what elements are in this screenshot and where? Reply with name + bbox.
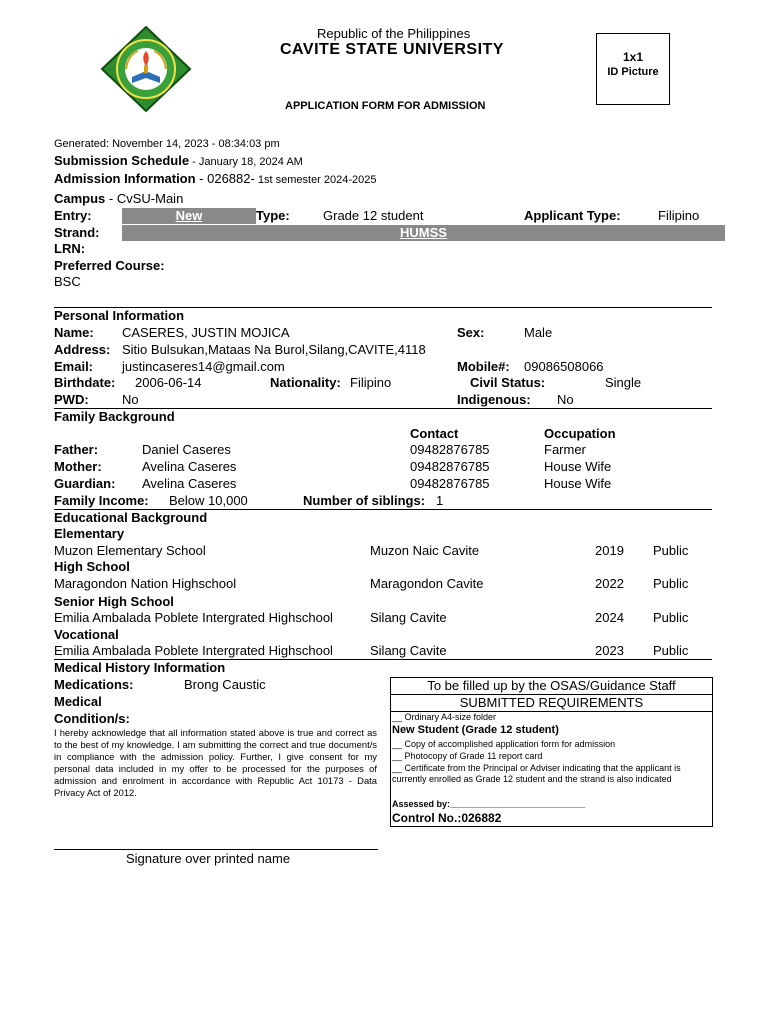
- form-title: APPLICATION FORM FOR ADMISSION: [285, 100, 486, 112]
- lrn-label: LRN:: [54, 241, 86, 256]
- type-value: Grade 12 student: [323, 208, 424, 223]
- family-member-contact: 09482876785: [410, 459, 490, 474]
- nationality-label: Nationality:: [270, 375, 341, 390]
- university-logo: [100, 25, 192, 113]
- osas-header: To be filled up by the OSAS/Guidance Staff: [427, 678, 676, 693]
- family-relation-label: Father:: [54, 442, 99, 457]
- personal-section-title: Personal Information: [54, 308, 185, 323]
- indigenous-label: Indigenous:: [457, 392, 531, 407]
- school-type: Public: [653, 610, 689, 625]
- education-level: Vocational: [54, 627, 119, 642]
- strand-label: Strand:: [54, 225, 100, 240]
- school-type: Public: [653, 543, 689, 558]
- mobile-value: 09086508066: [524, 359, 604, 374]
- birthdate-label: Birthdate:: [54, 375, 116, 390]
- graduation-year: 2023: [595, 643, 624, 658]
- medications-value: Brong Caustic: [184, 677, 266, 692]
- education-level: High School: [54, 559, 130, 574]
- nationality-value: Filipino: [350, 375, 392, 390]
- campus-line: [54, 190, 183, 208]
- school-name: Maragondon Nation Highschool: [54, 576, 237, 591]
- campus-value: - CvSU-Main: [105, 191, 184, 206]
- submission-label: Submission Schedule: [54, 153, 190, 168]
- family-income-value: Below 10,000: [169, 493, 248, 508]
- school-type: Public: [653, 576, 689, 591]
- consent-statement: I hereby acknowledge that all information stated above is true and correct as to the best of my knowledge. I am submitting the correct and true document/s in compliance with the admission policy. Further, I give consent for my personal data included in my offer to be processed for the purposes of admission and enrolment in accordance with Republic Act 10173 - Data Privacy Act of 2012.: [54, 727, 377, 798]
- family-member-occupation: House Wife: [544, 459, 612, 474]
- pwd-value: No: [122, 392, 139, 407]
- control-number: Control No.:026882: [392, 811, 502, 825]
- family-member-contact: 09482876785: [410, 476, 490, 491]
- civil-status-value: Single: [605, 375, 642, 390]
- signature-line: [54, 849, 378, 850]
- entry-value: New: [175, 208, 203, 223]
- email-value: justincaseres14@gmail.com: [122, 359, 285, 374]
- type-label: Type:: [256, 208, 290, 223]
- photo-size-label: 1x1: [622, 50, 644, 64]
- school-type: Public: [653, 643, 689, 658]
- applicant-type-value: Filipino: [658, 208, 700, 223]
- graduation-year: 2024: [595, 610, 624, 625]
- school-name: Emilia Ambalada Poblete Intergrated Highschool: [54, 610, 333, 625]
- family-relation-label: Guardian:: [54, 476, 116, 491]
- pwd-label: PWD:: [54, 392, 89, 407]
- requirement-item: __ Photocopy of Grade 11 report card: [392, 751, 543, 761]
- submitted-requirements-header: SUBMITTED REQUIREMENTS: [459, 695, 644, 710]
- school-address: Maragondon Cavite: [370, 576, 484, 591]
- requirement-item: __ Ordinary A4-size folder: [392, 712, 497, 722]
- family-income-label: Family Income:: [54, 493, 149, 508]
- family-section-title: Family Background: [54, 409, 175, 424]
- indigenous-value: No: [557, 392, 574, 407]
- admission-id: - 026882-: [195, 171, 255, 186]
- medical-condition-label: Medical: [54, 694, 102, 709]
- education-section-title: Educational Background: [54, 510, 208, 525]
- requirement-item: __ Certificate from the Principal or Adviser indicating that the applicant is currently enrolled as Grade 12 student and the strand is also indicated: [392, 763, 681, 784]
- admission-information: [54, 170, 377, 188]
- civil-status-label: Civil Status:: [470, 375, 546, 390]
- strand-value: HUMSS: [400, 225, 447, 240]
- school-name: Emilia Ambalada Poblete Intergrated Highschool: [54, 643, 333, 658]
- family-member-contact: 09482876785: [410, 442, 490, 457]
- new-student-subheader: New Student (Grade 12 student): [392, 724, 559, 736]
- submission-value: - January 18, 2024 AM: [189, 156, 303, 168]
- name-label: Name:: [54, 325, 94, 340]
- requirements-box: [390, 677, 713, 827]
- sex-value: Male: [524, 325, 553, 340]
- school-address: Silang Cavite: [370, 610, 447, 625]
- address-value: Sitio Bulsukan,Mataas Na Burol,Silang,CAVITE,4118: [122, 342, 426, 357]
- school-address: Silang Cavite: [370, 643, 447, 658]
- signature-label: Signature over printed name: [126, 851, 291, 866]
- university-name: CAVITE STATE UNIVERSITY: [280, 41, 504, 58]
- contact-header: Contact: [410, 426, 459, 441]
- sex-label: Sex:: [457, 325, 485, 340]
- admission-semester: 1st semester 2024-2025: [254, 174, 377, 186]
- republic-text: Republic of the Philippines: [317, 26, 471, 41]
- education-level: Senior High School: [54, 594, 174, 609]
- graduation-year: 2019: [595, 543, 624, 558]
- applicant-type-label: Applicant Type:: [524, 208, 621, 223]
- siblings-label: Number of siblings:: [303, 493, 426, 508]
- name-value: CASERES, JUSTIN MOJICA: [122, 325, 290, 340]
- submission-schedule: [54, 152, 303, 170]
- email-label: Email:: [54, 359, 94, 374]
- medical-condition-label-2: Condition/s:: [54, 711, 130, 726]
- occupation-header: Occupation: [544, 426, 616, 441]
- family-member-occupation: House Wife: [544, 476, 612, 491]
- preferred-course-label: Preferred Course:: [54, 258, 165, 273]
- id-picture-box: [596, 33, 670, 105]
- requirement-item: __ Copy of accomplished application form for admission: [392, 739, 616, 749]
- family-member-occupation: Farmer: [544, 442, 586, 457]
- education-level: Elementary: [54, 526, 125, 541]
- birthdate-value: 2006-06-14: [135, 375, 202, 390]
- admission-label: Admission Information: [54, 171, 196, 186]
- family-member-name: Daniel Caseres: [142, 442, 231, 457]
- assessed-by: Assessed by:___________________________: [392, 799, 586, 809]
- address-label: Address:: [54, 342, 111, 357]
- family-relation-label: Mother:: [54, 459, 102, 474]
- preferred-course-value: BSC: [54, 274, 81, 289]
- school-address: Muzon Naic Cavite: [370, 543, 480, 558]
- campus-label: Campus: [54, 191, 106, 206]
- entry-label: Entry:: [54, 208, 92, 223]
- medications-label: Medications:: [54, 677, 134, 692]
- medical-section-title: Medical History Information: [54, 660, 226, 675]
- school-name: Muzon Elementary School: [54, 543, 206, 558]
- photo-caption: ID Picture: [607, 66, 659, 78]
- family-member-name: Avelina Caseres: [142, 459, 237, 474]
- family-member-name: Avelina Caseres: [142, 476, 237, 491]
- graduation-year: 2022: [595, 576, 624, 591]
- mobile-label: Mobile#:: [457, 359, 510, 374]
- siblings-value: 1: [436, 493, 444, 508]
- generated-timestamp: Generated: November 14, 2023 - 08:34:03 pm: [54, 138, 280, 150]
